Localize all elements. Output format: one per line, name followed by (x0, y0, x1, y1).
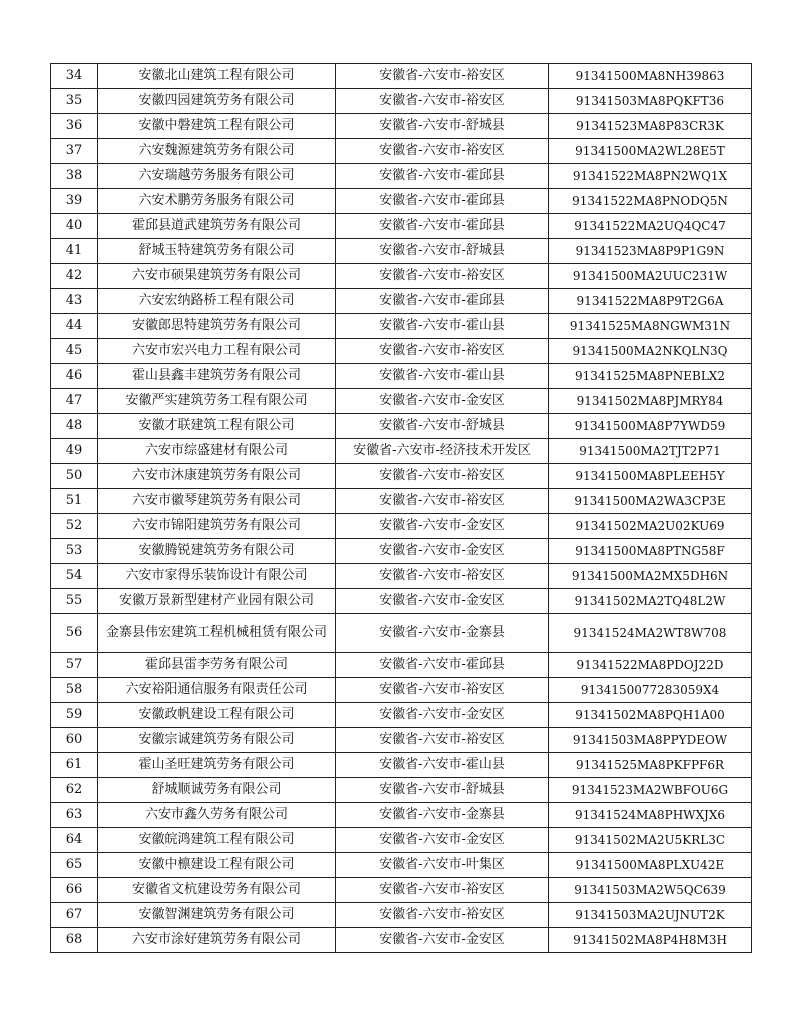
table-row (51, 878, 752, 903)
region-cell: 安徽省-六安市-裕安区 (336, 878, 549, 903)
region-cell: 安徽省-六安市-霍山县 (336, 314, 549, 339)
company-name-cell: 安徽中磐建筑工程有限公司 (98, 114, 336, 139)
row-number-cell: 50 (51, 464, 98, 489)
row-number-cell: 47 (51, 389, 98, 414)
row-number-cell: 40 (51, 214, 98, 239)
row-number-cell: 64 (51, 828, 98, 853)
credit-code-cell: 91341523MA8P9P1G9N (549, 239, 752, 264)
company-name-cell: 安徽万景新型建材产业园有限公司 (98, 589, 336, 614)
table-row (51, 114, 752, 139)
credit-code-cell: 91341500MA8NH39863 (549, 64, 752, 89)
table-row (51, 928, 752, 953)
table-row (51, 314, 752, 339)
region-cell: 安徽省-六安市-金安区 (336, 928, 549, 953)
table-row (51, 439, 752, 464)
region-cell: 安徽省-六安市-金寨县 (336, 803, 549, 828)
company-name-cell: 六安宏纳路桥工程有限公司 (98, 289, 336, 314)
row-number-cell: 62 (51, 778, 98, 803)
company-name-cell: 霍山圣旺建筑劳务有限公司 (98, 753, 336, 778)
region-cell: 安徽省-六安市-舒城县 (336, 414, 549, 439)
region-cell: 安徽省-六安市-霍邱县 (336, 214, 549, 239)
company-name-cell: 霍邱县道武建筑劳务有限公司 (98, 214, 336, 239)
region-cell: 安徽省-六安市-裕安区 (336, 903, 549, 928)
credit-code-cell: 91341525MA8PNEBLX2 (549, 364, 752, 389)
row-number-cell: 68 (51, 928, 98, 953)
credit-code-cell: 91341503MA2W5QC639 (549, 878, 752, 903)
row-number-cell: 49 (51, 439, 98, 464)
region-cell: 安徽省-六安市-霍邱县 (336, 653, 549, 678)
company-name-cell: 舒城玉特建筑劳务有限公司 (98, 239, 336, 264)
region-cell: 安徽省-六安市-舒城县 (336, 778, 549, 803)
table-row (51, 653, 752, 678)
credit-code-cell: 91341525MA8PKFPF6R (549, 753, 752, 778)
credit-code-cell: 91341502MA8P4H8M3H (549, 928, 752, 953)
table-row (51, 164, 752, 189)
row-number-cell: 65 (51, 853, 98, 878)
company-name-cell: 六安市综盛建材有限公司 (98, 439, 336, 464)
credit-code-cell: 91341523MA8P83CR3K (549, 114, 752, 139)
row-number-cell: 35 (51, 89, 98, 114)
company-name-cell: 安徽宗诚建筑劳务有限公司 (98, 728, 336, 753)
credit-code-cell: 91341524MA8PHWXJX6 (549, 803, 752, 828)
region-cell: 安徽省-六安市-金安区 (336, 828, 549, 853)
credit-code-cell: 91341500MA2NKQLN3Q (549, 339, 752, 364)
company-name-cell: 安徽才联建筑工程有限公司 (98, 414, 336, 439)
region-cell: 安徽省-六安市-裕安区 (336, 564, 549, 589)
row-number-cell: 57 (51, 653, 98, 678)
table-row (51, 853, 752, 878)
row-number-cell: 56 (51, 614, 98, 653)
table-row (51, 214, 752, 239)
region-cell: 安徽省-六安市-霍山县 (336, 364, 549, 389)
company-name-cell: 六安市徽琴建筑劳务有限公司 (98, 489, 336, 514)
company-table (50, 63, 752, 953)
table-row (51, 89, 752, 114)
row-number-cell: 63 (51, 803, 98, 828)
credit-code-cell: 91341503MA2UJNUT2K (549, 903, 752, 928)
credit-code-cell: 91341502MA8PQH1A00 (549, 703, 752, 728)
credit-code-cell: 91341524MA2WT8W708 (549, 614, 752, 653)
company-name-cell: 六安市涂好建筑劳务有限公司 (98, 928, 336, 953)
row-number-cell: 43 (51, 289, 98, 314)
table-body (51, 64, 752, 953)
credit-code-cell: 91341502MA2U5KRL3C (549, 828, 752, 853)
company-name-cell: 安徽严实建筑劳务工程有限公司 (98, 389, 336, 414)
region-cell: 安徽省-六安市-裕安区 (336, 139, 549, 164)
table-row (51, 389, 752, 414)
company-name-cell: 六安瑞越劳务服务有限公司 (98, 164, 336, 189)
region-cell: 安徽省-六安市-裕安区 (336, 489, 549, 514)
region-cell: 安徽省-六安市-金安区 (336, 589, 549, 614)
credit-code-cell: 91341500MA2WA3CP3E (549, 489, 752, 514)
table-row (51, 464, 752, 489)
region-cell: 安徽省-六安市-金安区 (336, 539, 549, 564)
table-row (51, 564, 752, 589)
row-number-cell: 67 (51, 903, 98, 928)
company-name-cell: 安徽省文杭建设劳务有限公司 (98, 878, 336, 903)
region-cell: 安徽省-六安市-霍山县 (336, 753, 549, 778)
row-number-cell: 48 (51, 414, 98, 439)
region-cell: 安徽省-六安市-裕安区 (336, 339, 549, 364)
row-number-cell: 58 (51, 678, 98, 703)
document-page (50, 63, 751, 953)
company-name-cell: 安徽腾锐建筑劳务有限公司 (98, 539, 336, 564)
credit-code-cell: 91341500MA2WL28E5T (549, 139, 752, 164)
row-number-cell: 59 (51, 703, 98, 728)
table-row (51, 239, 752, 264)
row-number-cell: 41 (51, 239, 98, 264)
company-name-cell: 霍山县鑫丰建筑劳务有限公司 (98, 364, 336, 389)
table-row (51, 614, 752, 653)
company-name-cell: 安徽四园建筑劳务有限公司 (98, 89, 336, 114)
row-number-cell: 52 (51, 514, 98, 539)
table-row (51, 828, 752, 853)
row-number-cell: 44 (51, 314, 98, 339)
credit-code-cell: 91341500MA8PTNG58F (549, 539, 752, 564)
table-row (51, 264, 752, 289)
table-row (51, 489, 752, 514)
row-number-cell: 54 (51, 564, 98, 589)
row-number-cell: 66 (51, 878, 98, 903)
table-row (51, 339, 752, 364)
company-name-cell: 安徽皖鸿建筑工程有限公司 (98, 828, 336, 853)
region-cell: 安徽省-六安市-金安区 (336, 514, 549, 539)
region-cell: 安徽省-六安市-叶集区 (336, 853, 549, 878)
credit-code-cell: 91341522MA8PN2WQ1X (549, 164, 752, 189)
row-number-cell: 34 (51, 64, 98, 89)
table-row (51, 414, 752, 439)
region-cell: 安徽省-六安市-霍邱县 (336, 289, 549, 314)
company-name-cell: 六安魏源建筑劳务有限公司 (98, 139, 336, 164)
row-number-cell: 51 (51, 489, 98, 514)
row-number-cell: 45 (51, 339, 98, 364)
table-row (51, 678, 752, 703)
row-number-cell: 37 (51, 139, 98, 164)
table-row (51, 903, 752, 928)
table-row (51, 778, 752, 803)
company-name-cell: 六安市硕果建筑劳务有限公司 (98, 264, 336, 289)
credit-code-cell: 91341500MA8PLXU42E (549, 853, 752, 878)
company-name-cell: 霍邱县雷李劳务有限公司 (98, 653, 336, 678)
region-cell: 安徽省-六安市-金安区 (336, 389, 549, 414)
table-row (51, 803, 752, 828)
table-row (51, 514, 752, 539)
region-cell: 安徽省-六安市-裕安区 (336, 464, 549, 489)
region-cell: 安徽省-六安市-霍邱县 (336, 189, 549, 214)
region-cell: 安徽省-六安市-霍邱县 (336, 164, 549, 189)
company-name-cell: 六安市沐康建筑劳务有限公司 (98, 464, 336, 489)
company-name-cell: 安徽中檩建设工程有限公司 (98, 853, 336, 878)
company-name-cell: 安徽政帆建设工程有限公司 (98, 703, 336, 728)
credit-code-cell: 91341523MA2WBFOU6G (549, 778, 752, 803)
company-name-cell: 六安市锦阳建筑劳务有限公司 (98, 514, 336, 539)
credit-code-cell: 91341522MA2UQ4QC47 (549, 214, 752, 239)
credit-code-cell: 91341522MA8P9T2G6A (549, 289, 752, 314)
region-cell: 安徽省-六安市-裕安区 (336, 678, 549, 703)
region-cell: 安徽省-六安市-裕安区 (336, 728, 549, 753)
row-number-cell: 42 (51, 264, 98, 289)
company-name-cell: 安徽智渊建筑劳务有限公司 (98, 903, 336, 928)
company-name-cell: 安徽郎思特建筑劳务有限公司 (98, 314, 336, 339)
region-cell: 安徽省-六安市-裕安区 (336, 89, 549, 114)
company-name-cell: 六安市鑫久劳务有限公司 (98, 803, 336, 828)
region-cell: 安徽省-六安市-金寨县 (336, 614, 549, 653)
credit-code-cell: 91341503MA8PPYDEOW (549, 728, 752, 753)
row-number-cell: 38 (51, 164, 98, 189)
row-number-cell: 61 (51, 753, 98, 778)
credit-code-cell: 91341502MA2U02KU69 (549, 514, 752, 539)
table-row (51, 289, 752, 314)
credit-code-cell: 91341500MA2TJT2P71 (549, 439, 752, 464)
region-cell: 安徽省-六安市-裕安区 (336, 264, 549, 289)
credit-code-cell: 91341500MA8PLEEH5Y (549, 464, 752, 489)
credit-code-cell: 91341503MA8PQKFT36 (549, 89, 752, 114)
row-number-cell: 39 (51, 189, 98, 214)
table-row (51, 364, 752, 389)
region-cell: 安徽省-六安市-舒城县 (336, 114, 549, 139)
region-cell: 安徽省-六安市-舒城县 (336, 239, 549, 264)
table-row (51, 539, 752, 564)
row-number-cell: 36 (51, 114, 98, 139)
company-name-cell: 六安术鹏劳务服务有限公司 (98, 189, 336, 214)
company-name-cell: 金寨县伟宏建筑工程机械租赁有限公司 (98, 614, 336, 653)
region-cell: 安徽省-六安市-裕安区 (336, 64, 549, 89)
region-cell: 安徽省-六安市-金安区 (336, 703, 549, 728)
credit-code-cell: 91341502MA8PJMRY84 (549, 389, 752, 414)
credit-code-cell: 91341522MA8PNODQ5N (549, 189, 752, 214)
table-row (51, 753, 752, 778)
row-number-cell: 60 (51, 728, 98, 753)
table-row (51, 589, 752, 614)
credit-code-cell: 91341500MA2UUC231W (549, 264, 752, 289)
row-number-cell: 46 (51, 364, 98, 389)
row-number-cell: 55 (51, 589, 98, 614)
credit-code-cell: 91341500MA2MX5DH6N (549, 564, 752, 589)
company-name-cell: 舒城顺诚劳务有限公司 (98, 778, 336, 803)
credit-code-cell: 91341502MA2TQ48L2W (549, 589, 752, 614)
table-row (51, 139, 752, 164)
table-row (51, 703, 752, 728)
table-row (51, 64, 752, 89)
table-row (51, 189, 752, 214)
credit-code-cell: 91341500MA8P7YWD59 (549, 414, 752, 439)
table-row (51, 728, 752, 753)
region-cell: 安徽省-六安市-经济技术开发区 (336, 439, 549, 464)
credit-code-cell: 9134150077283059X4 (549, 678, 752, 703)
company-name-cell: 六安裕阳通信服务有限责任公司 (98, 678, 336, 703)
credit-code-cell: 91341522MA8PDOJ22D (549, 653, 752, 678)
company-name-cell: 六安市家得乐装饰设计有限公司 (98, 564, 336, 589)
company-name-cell: 安徽北山建筑工程有限公司 (98, 64, 336, 89)
company-name-cell: 六安市宏兴电力工程有限公司 (98, 339, 336, 364)
credit-code-cell: 91341525MA8NGWM31N (549, 314, 752, 339)
row-number-cell: 53 (51, 539, 98, 564)
